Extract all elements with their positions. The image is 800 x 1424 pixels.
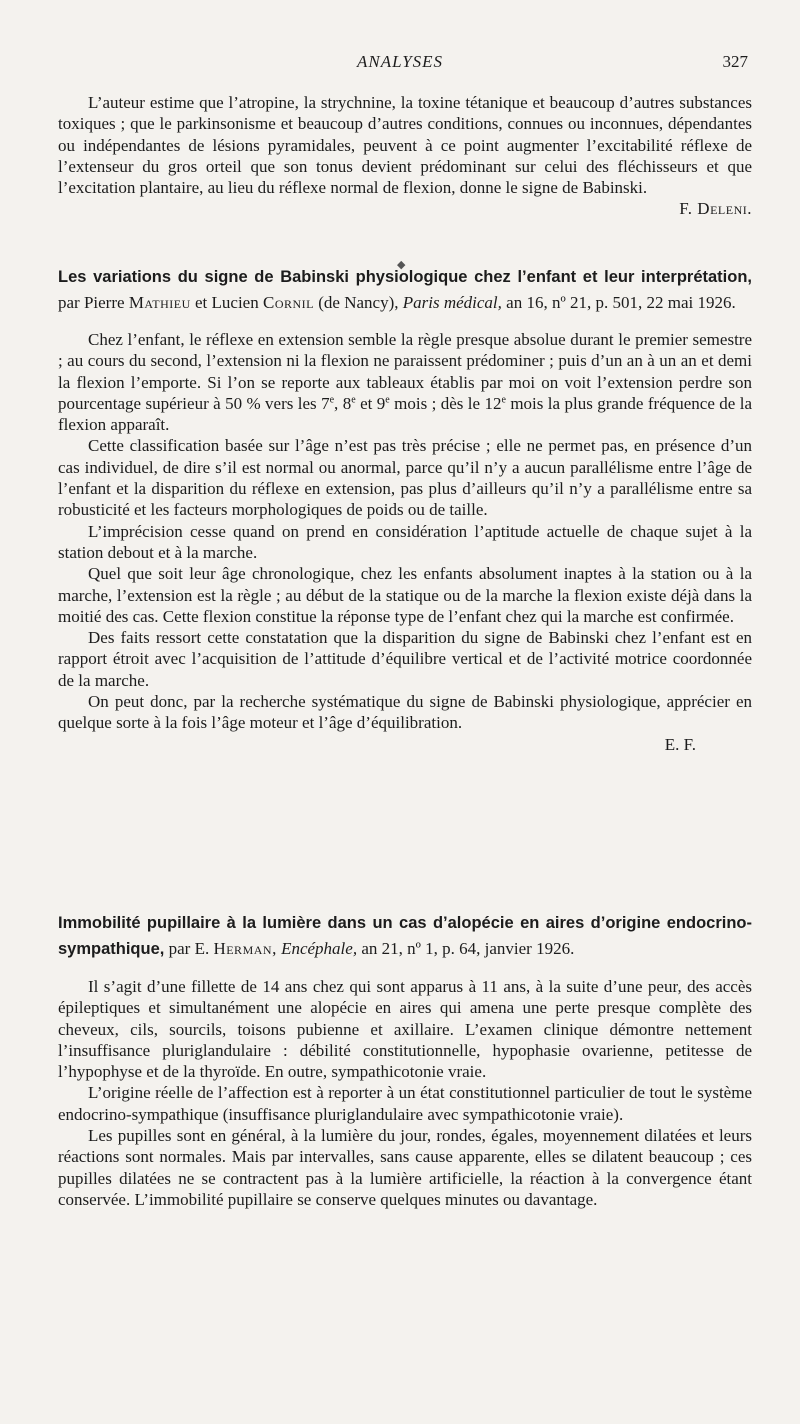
- superscript: e: [351, 394, 356, 406]
- body-paragraph: L’origine réelle de l’affection est à reporter à un état constitutionnel particulier de tout le système endocrino-sympathique (insuffisance pluriglandulaire avec sympathicotonie vraie).: [58, 1083, 752, 1124]
- author-name: Cornil: [262, 293, 314, 312]
- prev-article-paragraph: [58, 92, 752, 219]
- superscript: e: [329, 394, 335, 406]
- article-signature: E. F.: [664, 734, 696, 754]
- article-babinski: [58, 264, 752, 755]
- author-name: Herman,: [213, 939, 277, 958]
- article-pupillary: [58, 910, 752, 1210]
- ink-mark: ◆: [397, 259, 406, 271]
- body-paragraph: Les pupilles sont en général, à la lumière du jour, rondes, égales, moyennement dilatées et leurs réactions sont normales. Mais par intervalles, sans cause apparente, elles se dilatent beaucoup ; ces pupilles dilatées ne se contractent pas à la lumière artificielle, la réaction à la convergence étant conservée. L’immobilité pupillaire se conserve quelques minutes ou davantage.: [58, 1126, 752, 1209]
- authors-prefix: par Pierre: [58, 293, 129, 312]
- body-paragraph: L’imprécision cesse quand on prend en considération l’aptitude actuelle de chaque sujet à la station debout et à la marche.: [58, 521, 752, 562]
- journal-name: Encéphale,: [281, 939, 358, 958]
- body-paragraph: Il s’agit d’une fillette de 14 ans chez qui sont apparus à 11 ans, à la suite d’une peur, des accès épileptiques et simultanément une alopécie en aires qui amena une perte presque complète des cheveux, cils, sourcils, toisons pubienne et axillaire. L’examen clinique démontre nettement l’insuffisance pluriglandulaire : débilité constitutionnelle, hypophasie ovarienne, petitesse de l’hypophyse et de la thyroïde. En outre, sympathicotonie vraie.: [58, 977, 752, 1082]
- body-paragraph: Quel que soit leur âge chronologique, chez les enfants absolument inaptes à la station ou à la marche, l’extension est la règle ; au début de la statique ou de la marche la flexion existe déjà dans la moitié des cas. Cette flexion constitue la réponse type de l’enfant chez qui la marche est confirmée.: [58, 564, 752, 626]
- article-title: [58, 910, 752, 962]
- authors-mid: et Lucien: [190, 293, 263, 312]
- body-paragraph: On peut donc, par la recherche systématique du signe de Babinski physiologique, apprécier en quelque sorte à la fois l’âge moteur et l’âge d’équilibration.: [58, 692, 752, 733]
- page-number: 327: [722, 52, 748, 71]
- running-title: ANALYSES: [356, 52, 444, 71]
- prev-article-signature: F. Deleni.: [679, 199, 752, 219]
- text-run: mois ; dès le 12: [389, 393, 502, 413]
- citation: an 16, nº 21, p. 501, 22 mai 1926.: [501, 293, 736, 312]
- authors-prefix: par E.: [164, 939, 214, 958]
- article-title-text: Immobilité pupillaire à la lumière dans un cas d’alopécie en aires d’origine endocrino-sympathique,: [58, 914, 752, 958]
- author-name: Mathieu: [128, 293, 191, 312]
- body-paragraph: Des faits ressort cette constatation que la disparition du signe de Babinski chez l’enfant est en rapport étroit avec l’acquisition de l’attitude d’équilibre vertical et de l’activité motrice coordonnée de la marche.: [58, 628, 752, 690]
- article-title: [58, 264, 752, 315]
- superscript: e: [501, 394, 506, 406]
- article-title-text: Les variations du signe de Babinski physiologique chez l’enfant et leur interprétation,: [58, 268, 752, 286]
- prev-article-text: L’auteur estime que l’atropine, la strychnine, la toxine tétanique et beaucoup d’autres substances toxiques ; que le parkinsonisme et beaucoup d’autres conditions, connues ou inconnues, dépendantes ou indépendantes de lésions pyramidales, peuvent à ce point augmenter l’excitabilité réflexe de l’extenseur du gros orteil que son tonus devient prédominant sur celui des fléchisseurs et que l’excitation plantaire, au lieu du réflexe normal de flexion, donne le signe de Babinski.: [58, 93, 752, 198]
- text-run: Chez l’enfant, le réflexe en extension semble la règle presque absolue durant le premier semestre ; au cours du second, l’extension ni la flexion ne paraissent prédominer ; puis d’un an à un an et demi la flexion l’emporte. Si l’on se reporte aux tableaux établis par moi on voit l’extension perdre son pourcentage supérieur à 50 % vers les 7: [58, 330, 752, 413]
- previous-article-tail: [58, 92, 752, 220]
- authors-suffix: (de Nancy),: [314, 293, 403, 312]
- journal-name: Paris médical,: [402, 293, 502, 312]
- text-run: mois la plus grande fréquence de la flexion apparaît.: [58, 393, 753, 435]
- text-run: , 8: [334, 393, 352, 413]
- superscript: e: [385, 394, 390, 406]
- citation: an 21, nº 1, p. 64, janvier 1926.: [357, 939, 575, 958]
- body-paragraph: Cette classification basée sur l’âge n’est pas très précise ; elle ne permet pas, en présence d’un cas individuel, de dire s’il est normal ou anormal, parce qu’il n’y a aucun parallélisme entre l’âge de l’enfant et la disparition du réflexe en extension, pas plus d’ailleurs qu’il n’y a parallélisme entre sa robusticité et les facteurs morphologiques de poids ou de taille.: [58, 436, 752, 520]
- running-header: [0, 52, 800, 76]
- text-run: et 9: [355, 393, 386, 413]
- body-paragraph: [58, 329, 752, 435]
